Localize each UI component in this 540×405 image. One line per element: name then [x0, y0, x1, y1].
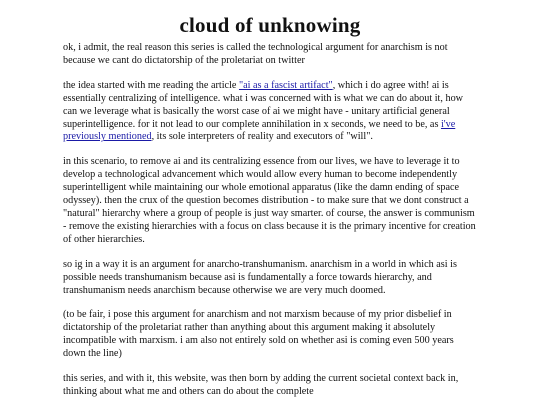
article-link[interactable]: "ai as a fascist artifact"	[238, 79, 333, 91]
page-title: cloud of unknowing	[179, 13, 361, 37]
paragraph-text: , its sole interpreters of reality and executors of "will".	[151, 131, 373, 143]
paragraph-disclaimer: (to be fair, i pose this argument for anarchism and not marxism because of my prior disbelief in dictatorship of the proletariat rather than anything about this argument making it absolutely incompatible with marxism. i am also not entirely sold on whether asi is coming even 500 years down the line)	[63, 309, 454, 360]
previous-post-link[interactable]: i've previously mentioned	[63, 118, 456, 143]
paragraph-text: the idea started with me reading the article	[63, 79, 239, 91]
article	[63, 0, 477, 399]
paragraph-transhumanism: so ig in a way it is an argument for anarcho-transhumanism. anarchism in a world in which asi is possible needs transhumanism because asi is fundamentally a force towards hierarchy, and transhumanism needs anarchism because otherwise we are very much doomed.	[63, 258, 457, 296]
paragraph-intro: ok, i admit, the real reason this series is called the technological argument for anarchism is not because we cant do dictatorship of the proletariat on twitter	[63, 42, 448, 66]
paragraph-text: , which i do agree with! ai is essentially centralizing of intelligence. what i was concerned with is what we can do about it, how can we leverage what is basically the worst case of ai we might have - unitary artificial general superintelligence. for it not lead to our complete annihilation in x seconds, we need to be, as	[63, 79, 464, 130]
paragraph-origin	[63, 80, 477, 145]
paragraph-scenario: in this scenario, to remove ai and its centralizing essence from our lives, we have to leverage it to develop a technological advancement which would allow every human to become independently superintelligent while maintaining our whole emotional apparatus (like the damn ending of space odyssey). then the crux of the question becomes distribution - to make sure that we dont construct a "natural" hierarchy where a group of people is just way smarter. of course, the answer is communism - remove the existing hierarchies with a focus on class because it is the primary incentive for creation of other hierarchies.	[63, 156, 476, 245]
paragraph-series: this series, and with it, this website, was then born by adding the current societal context back in, thinking about what me and others can do about the complete	[63, 373, 459, 397]
